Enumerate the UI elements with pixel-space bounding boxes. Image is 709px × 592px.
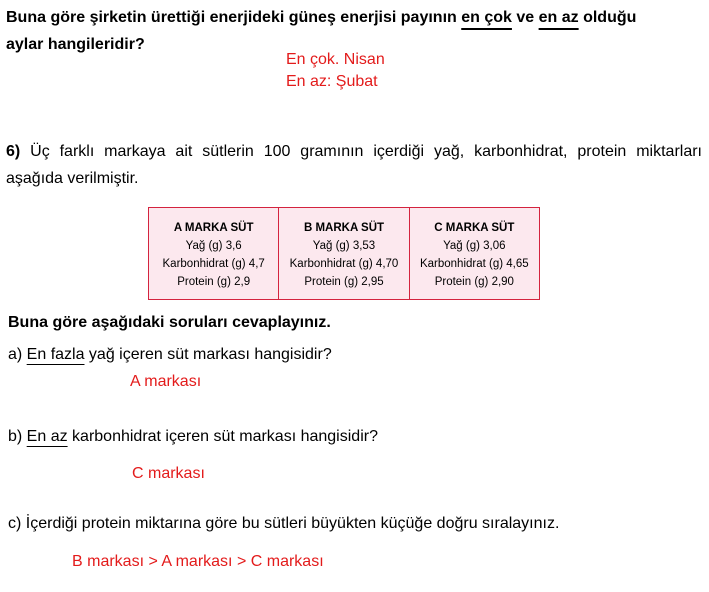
q6c-prefix: c) — [8, 515, 26, 532]
q6b-prefix: b) — [8, 428, 27, 445]
brand-fat: Yağ (g) 3,6 — [185, 240, 242, 252]
q5-highlight-least: en az — [538, 9, 579, 26]
q6c-answer: B markası > A markası > C markası — [72, 553, 324, 570]
brand-carb: Karbonhidrat (g) 4,7 — [162, 258, 265, 270]
q6-intro-line2: aşağıda verilmiştir. — [6, 170, 139, 187]
brand-name: C MARKA SÜT — [434, 222, 515, 234]
question-6b — [8, 428, 378, 446]
brand-fat: Yağ (g) 3,06 — [443, 240, 506, 252]
q5-line1-prefix: Buna göre şirketin ürettiği enerjideki güneş enerjisi payının — [6, 9, 462, 26]
brand-column-b — [279, 208, 409, 299]
q6b-answer: C markası — [132, 465, 205, 482]
q5-highlight-most: en çok — [461, 9, 512, 26]
brand-name: B MARKA SÜT — [303, 222, 385, 234]
q5-answer-most: En çok. Nisan — [286, 51, 385, 68]
q5-line2: aylar hangileridir? — [6, 36, 145, 53]
question-6-intro — [6, 138, 702, 192]
q6-sub-heading: Buna göre aşağıdaki soruları cevaplayınız. — [8, 314, 331, 331]
q6a-highlight: En fazla — [26, 346, 85, 363]
question-6a — [8, 346, 332, 364]
milk-brand-table — [148, 207, 540, 300]
q6a-rest: yağ içeren süt markası hangisidir? — [84, 346, 332, 363]
question-6c — [8, 515, 559, 533]
q5-answer-least: En az: Şubat — [286, 73, 378, 90]
brand-column-c — [410, 208, 539, 299]
q6a-prefix: a) — [8, 346, 27, 363]
q6-intro-line1: Üç farklı markaya ait sütlerin 100 gramının içerdiği yağ, karbonhidrat, protein miktarları — [20, 143, 702, 160]
brand-column-a — [149, 208, 279, 299]
q6a-answer: A markası — [130, 373, 202, 390]
brand-protein: Protein (g) 2,90 — [434, 276, 514, 288]
brand-name: A MARKA SÜT — [173, 222, 254, 234]
q6-number: 6) — [6, 143, 21, 160]
brand-carb: Karbonhidrat (g) 4,70 — [289, 258, 399, 270]
q6b-rest: karbonhidrat içeren süt markası hangisidir? — [67, 428, 378, 445]
brand-carb: Karbonhidrat (g) 4,65 — [419, 258, 529, 270]
q5-line1-suffix: olduğu — [578, 9, 637, 26]
q5-line1-middle: ve — [511, 9, 539, 26]
q6c-text: İçerdiği protein miktarına göre bu sütleri büyükten küçüğe doğru sıralayınız. — [25, 515, 560, 532]
brand-protein: Protein (g) 2,95 — [304, 276, 384, 288]
brand-protein: Protein (g) 2,9 — [177, 276, 251, 288]
brand-fat: Yağ (g) 3,53 — [312, 240, 376, 252]
q6b-highlight: En az — [26, 428, 68, 445]
question-5-text — [6, 4, 636, 58]
